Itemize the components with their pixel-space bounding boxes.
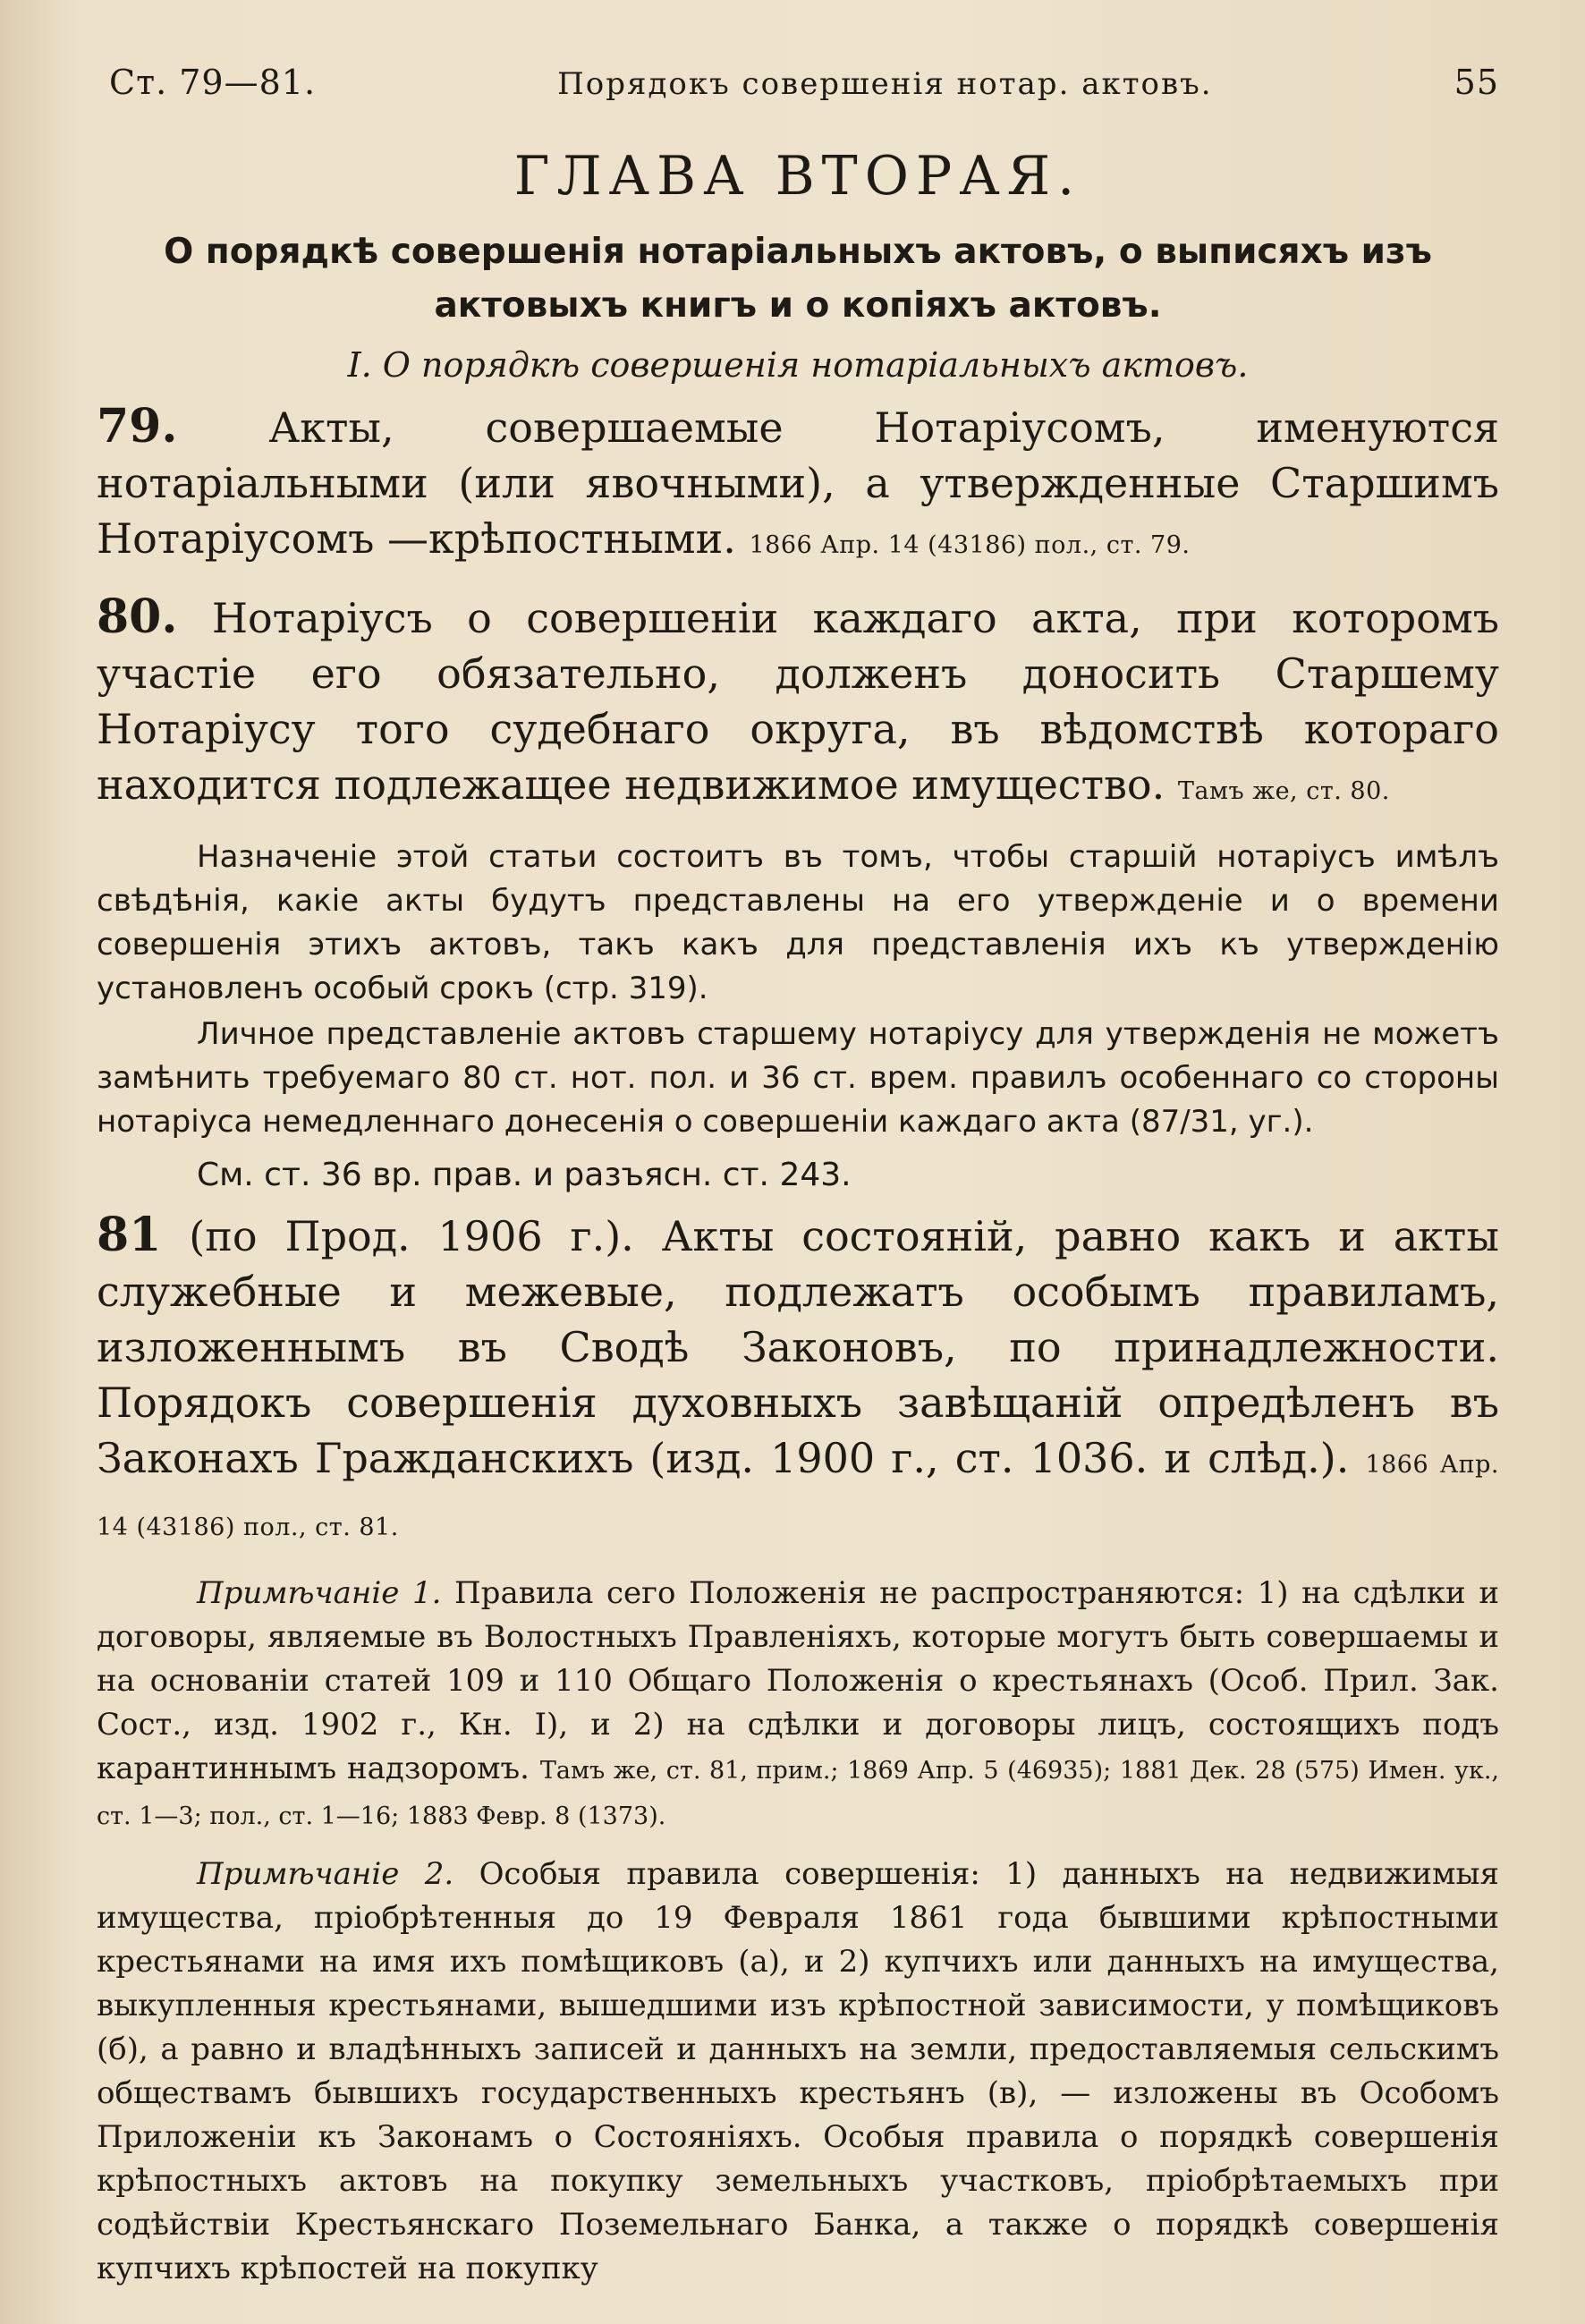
see-also-reference: См. ст. 36 вр. прав. и разъясн. ст. 243. [197,1157,852,1193]
note-2 [97,1853,1499,2291]
article-81 [97,1208,1499,1556]
article-80 [97,589,1499,819]
article-text: Акты, совершаемые Нотаріусомъ, именуются нотаріальными (или явочными), а утвержденные Старшимъ Нотаріусомъ —крѣпостными. [97,403,1500,563]
article-number: 81 [97,1208,162,1262]
commentary-paragraph: Назначеніе этой статьи состоитъ въ томъ, чтобы старшій нотаріусъ имѣлъ свѣдѣнія, какіе акты будутъ представлены на его утвержденіе и о времени совершенія этихъ актовъ, такъ какъ для представленія ихъ къ утвержденію установленъ особый срокъ (стр. 319). [97,839,1499,1006]
article-text: (по Прод. 1906 г.). Акты состояній, равно какъ и акты служебные и межевые, подлежатъ особымъ правиламъ, изложеннымъ въ Сводѣ Законовъ, по принадлежности. Порядокъ совершенія духовныхъ завѣщаній опредѣленъ въ Законахъ Гражданскихъ (изд. 1900 г., ст. 1036. и слѣд.). [97,1212,1499,1482]
section-title: I. О порядкѣ совершенія нотаріальныхъ актовъ. [347,345,1249,385]
article-text: Нотаріусъ о совершеніи каждаго акта, при которомъ участіе его обязательно, долженъ доносить Старшему Нотаріусу того судебнаго округа, въ вѣдомствѣ котораго находится подлежащее недвижимое имущество. [97,594,1499,809]
note-label: Примѣчаніе 2. [197,1856,454,1892]
note-1 [97,1572,1499,1838]
running-title: Порядокъ совершенія нотар. актовъ. [557,66,1213,102]
running-header [97,63,1499,102]
note-source: Тамъ же, ст. 81, прим.; 1869 Апр. 5 (46935); 1881 Дек. 28 (575) Имен. ук., ст. 1—3; пол., ст. 1—16; 1883 Февр. 8 (1373). [97,1757,1499,1830]
article-number: 80. [97,589,178,644]
article-source: 1866 Апр. 14 (43186) пол., ст. 81. [97,1451,1500,1541]
chapter-subtitle: О порядкѣ совершенія нотаріальныхъ актовъ, о выписяхъ изъ актовыхъ книгъ и о копіяхъ актовъ. [164,232,1432,326]
page-number: 55 [1454,63,1499,102]
article-number: 79. [97,399,178,454]
note-text: Правила сего Положенія не распространяются: 1) на сдѣлки и договоры, являемые въ Волостныхъ Правленіяхъ, которые могутъ быть совершаемы и на основаніи статей 109 и 110 Общаго Положенія о крестьянахъ (Особ. Прил. Зак. Сост., изд. 1902 г., Кн. I), и 2) на сдѣлки и договоры лицъ, состоящихъ подъ карантиннымъ надзоромъ. [97,1575,1500,1786]
article-79 [97,399,1499,573]
article-range: Ст. 79—81. [109,63,317,102]
note-text: Особыя правила совершенія: 1) данныхъ на недвижимыя имущества, пріобрѣтенныя до 19 Февраля 1861 года бывшими крѣпостными крестьянами на имя ихъ помѣщиковъ (а), и 2) купчихъ или данныхъ на имущества, выкупленныя крестьянами, вышедшими изъ крѣпостной зависимости, у помѣщиковъ (б), а равно и владѣнныхъ записей и данныхъ на земли, предоставляемыя сельскимъ обществамъ бывшихъ государственныхъ крестьянъ (в), — изложены въ Особомъ Приложеніи къ Законамъ о Состояніяхъ. Особыя правила о порядкѣ совершенія крѣпостныхъ актовъ на покупку земельныхъ участковъ, пріобрѣтаемыхъ при содѣйствіи Крестьянскаго Поземельнаго Банка, а также о порядкѣ совершенія купчихъ крѣпостей на покупку [97,1856,1500,2286]
article-source: Тамъ же, ст. 80. [1177,777,1390,805]
commentary-paragraph: Личное представленіе актовъ старшему нотаріусу для утвержденія не можетъ замѣнить требуемаго 80 ст. нот. пол. и 36 ст. врем. правилъ особеннаго со стороны нотаріуса немедленнаго донесенія о совершеніи каждаго акта (87/31, уг.). [97,1016,1499,1140]
article-source: 1866 Апр. 14 (43186) пол., ст. 79. [749,531,1191,559]
chapter-title: ГЛАВА ВТОРАЯ. [513,145,1082,208]
note-label: Примѣчаніе 1. [197,1575,442,1611]
